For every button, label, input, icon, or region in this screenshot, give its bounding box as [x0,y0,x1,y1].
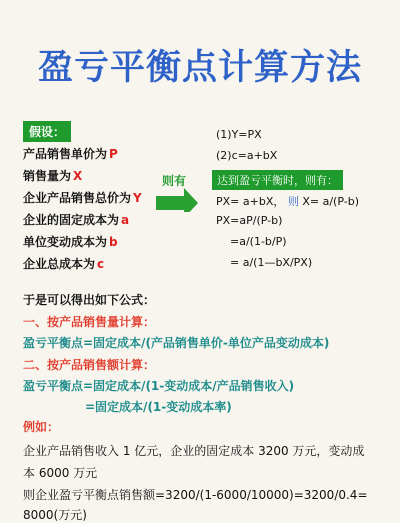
example-tag: 例如： [23,420,60,434]
assumption-label: 单位变动成本为 [23,235,108,249]
page-title: 盈亏平衡点计算方法 [37,48,362,88]
equation-1: (1)Y=PX [216,128,262,141]
equation-5: =a/(1-b/P) [230,235,287,248]
assumption-item-unit-cost [23,233,118,250]
assumption-item-total-price [23,189,142,206]
right-arrow-icon [152,172,202,212]
assumption-label: 企业总成本为 [23,257,96,271]
assumption-var: a [121,213,130,227]
formula-intro: 于是可以得出如下公式： [23,293,156,307]
equation-3-right: X= a/(P-b) [302,195,359,208]
example-line-2: 本 6000 万元 [23,466,98,480]
formula-2a: 盈亏平衡点=固定成本/(1-变动成本/产品销售收入) [23,379,295,393]
assumption-label: 产品销售单价为 [23,147,108,161]
arrow-label: 则有 [162,174,187,188]
example-line-1: 企业产品销售收入 1 亿元，企业的固定成本 3200 万元，变动成 [23,444,365,458]
equation-3-then: 则 [287,195,299,208]
example-line-3: 则企业盈亏平衡点销售额=3200/(1-6000/10000)=3200/0.4= [23,488,368,502]
formula-heading-2: 二、按产品销售额计算： [23,358,156,372]
equation-3 [216,193,359,209]
assumption-var: Y [133,191,142,205]
assumption-var: X [73,169,83,183]
balance-condition-tag: 达到盈亏平衡时，则有： [212,170,343,190]
formula-2b: =固定成本/(1-变动成本率) [85,400,232,414]
assumption-item-price [23,145,118,162]
equation-2: (2)c=a+bX [216,149,278,162]
assumption-label: 企业产品销售总价为 [23,191,132,205]
assumption-item-total-cost [23,255,104,272]
example-line-4: 8000(万元) [23,508,87,522]
assumption-label: 销售量为 [23,169,72,183]
equation-3-left: PX= a+bX， [216,195,285,208]
formula-1: 盈亏平衡点=固定成本/(产品销售单价-单位产品变动成本) [23,336,330,350]
assumption-item-volume [23,167,82,184]
assumption-var: b [109,235,118,249]
assumption-label: 企业的固定成本为 [23,213,120,227]
equation-6: = a/(1—bX/PX) [230,256,313,269]
assumption-var: c [97,257,105,271]
formula-heading-1: 一、按产品销售量计算： [23,315,156,329]
assumption-tag: 假设： [23,121,71,142]
equation-4: PX=aP/(P-b) [216,214,283,227]
assumption-item-fixed-cost [23,211,129,228]
assumption-var: P [109,147,118,161]
